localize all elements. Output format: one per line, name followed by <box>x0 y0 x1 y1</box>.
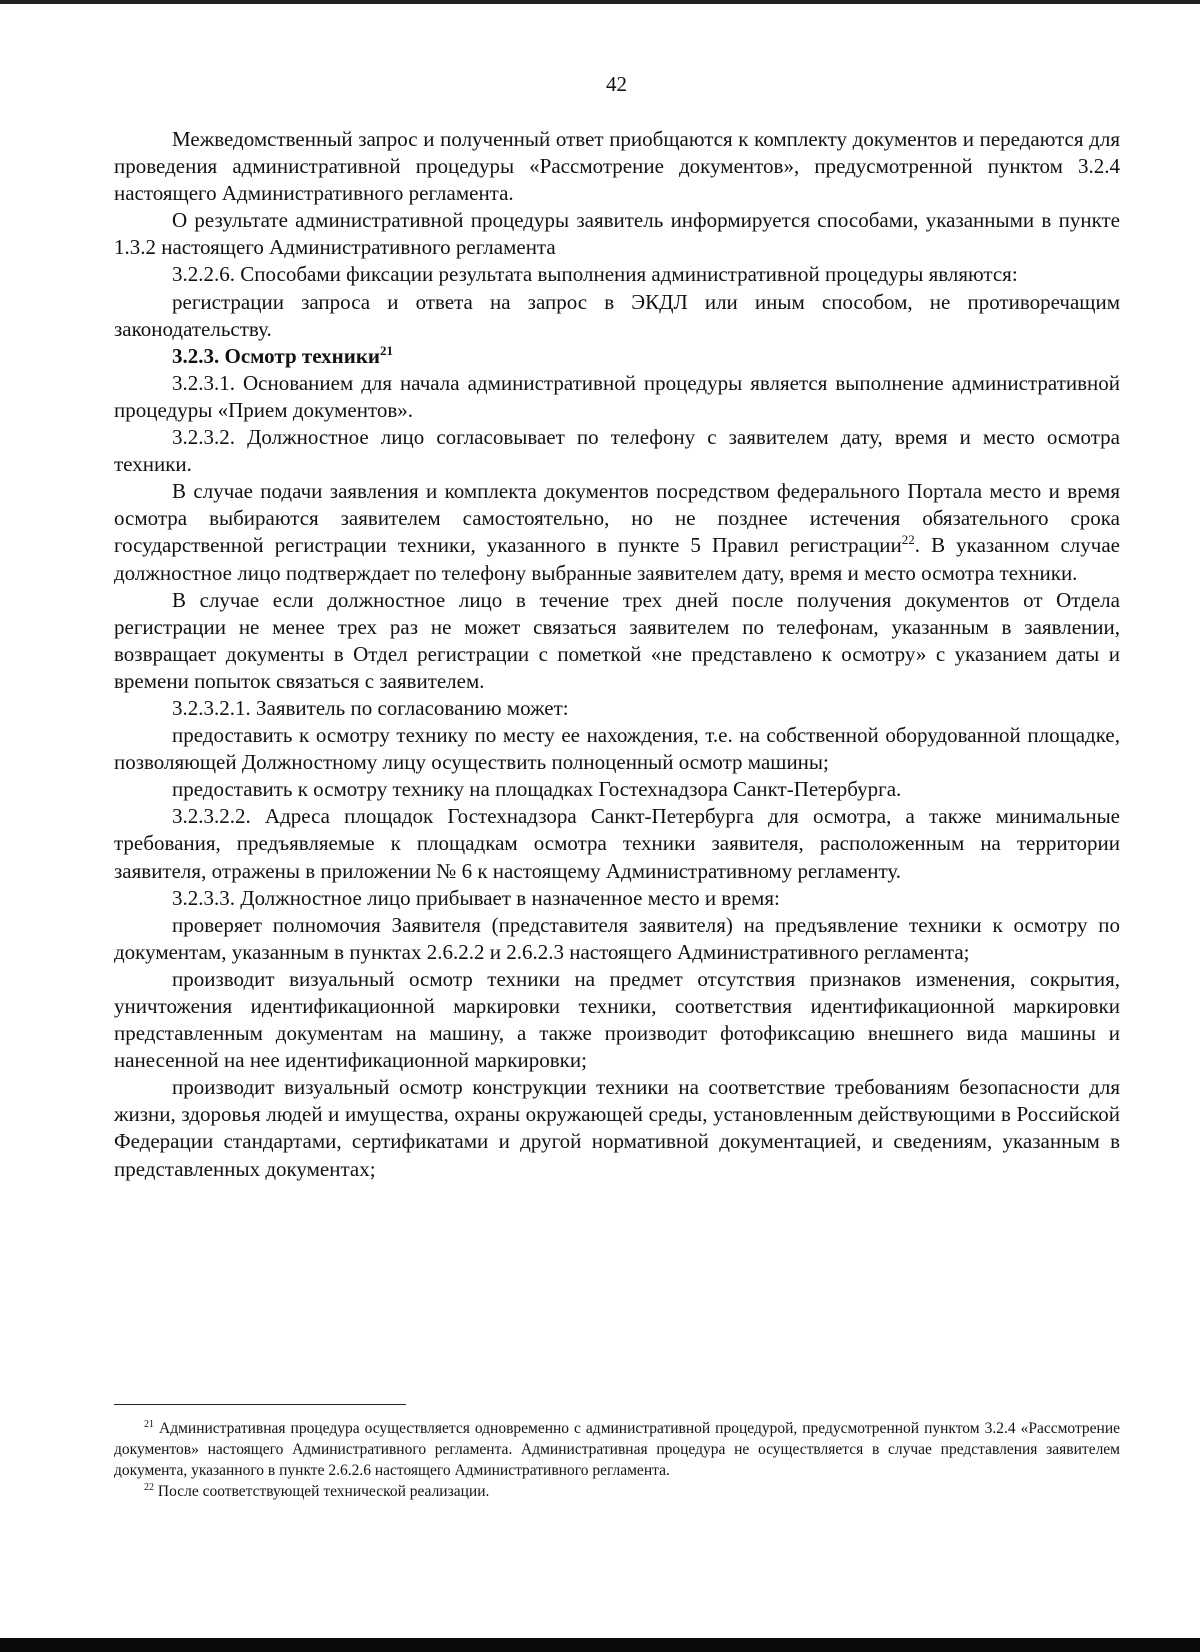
paragraph: производит визуальный осмотр конструкции техники на соответствие требованиям безопасности для жизни, здоровья людей и имущества, охраны окружающей среды, установленным действующими в Российской Федерации стандартами, сертификатами и другой нормативной документацией, и сведениям, указанным в представленных документах; <box>114 1075 1120 1181</box>
footnote-ref: 21 <box>380 342 394 358</box>
scan-edge-bottom <box>0 1638 1200 1652</box>
footnote-text: После соответствующей технической реализации. <box>157 1483 490 1500</box>
paragraph: предоставить к осмотру технику по месту ее нахождения, т.е. на собственной оборудованной площадке, позволяющей Должностному лицу осуществить полноценный осмотр машины; <box>114 723 1120 775</box>
paragraph: 3.2.3.2.2. Адреса площадок Гостехнадзора Санкт-Петербурга для осмотра, а также минимальные требования, предъявляемые к площадкам осмотра техники заявителя, расположенным на территории заявителя, отражены в приложении № 6 к настоящему Административному регламенту. <box>114 804 1120 883</box>
footnotes <box>114 1418 1120 1502</box>
paragraph-text: . В указанном случае должностное лицо подтверждает по телефону выбранные заявителем дату, время и место осмотра техники. <box>114 533 1120 585</box>
paragraph: предоставить к осмотру технику на площадках Гостехнадзора Санкт-Петербурга. <box>172 777 902 802</box>
footnote-text: Административная процедура осуществляется одновременно с административной процедурой, предусмотренной пунктом 3.2.4 «Рассмотрение документов» настоящего Административного регламента. Административная процедура не осуществляется в случае представления заявителем документа, указанного в пункте 2.6.2.6 настоящего Административного регламента. <box>114 1420 1121 1479</box>
paragraph: В случае если должностное лицо в течение трех дней после получения документов от Отдела регистрации не менее трех раз не может связаться заявителем по телефонам, указанным в заявлении, возвращает документы в Отдел регистрации с пометкой «не представлено к осмотру» с указанием даты и времени попыток связаться с заявителем. <box>114 587 1120 693</box>
footnote-separator <box>114 1404 406 1405</box>
paragraph: 3.2.3.2. Должностное лицо согласовывает по телефону с заявителем дату, время и место осмотра техники. <box>114 425 1120 477</box>
paragraph: 3.2.3.2.1. Заявитель по согласованию может: <box>172 695 569 720</box>
paragraph <box>114 478 1120 586</box>
footnote-ref: 22 <box>901 532 915 548</box>
scan-edge-top <box>0 0 1200 4</box>
paragraph: О результате административной процедуры заявитель информируется способами, указанными в пункте 1.3.2 настоящего Административного регламента <box>114 208 1120 260</box>
footnote <box>114 1481 1120 1502</box>
section-heading-text: 3.2.3. Осмотр техники <box>172 343 381 368</box>
paragraph: регистрации запроса и ответа на запрос в ЭКДЛ или иным способом, не противоречащим законодательству. <box>114 289 1120 341</box>
page-number: 42 <box>606 72 627 96</box>
paragraph: Межведомственный запрос и полученный ответ приобщаются к комплекту документов и передаются для проведения административной процедуры «Рассмотрение документов», предусмотренной пунктом 3.2.4 настоящего Административного регламента. <box>114 127 1120 206</box>
paragraph: 3.2.3.1. Основанием для начала административной процедуры является выполнение административной процедуры «Прием документов». <box>114 370 1120 422</box>
paragraph: проверяет полномочия Заявителя (представителя заявителя) на предъявление техники к осмотру по документам, указанным в пунктах 2.6.2.2 и 2.6.2.3 настоящего Административного регламента; <box>114 912 1120 964</box>
paragraph: 3.2.3.3. Должностное лицо прибывает в назначенное место и время: <box>172 885 780 910</box>
footnote <box>114 1418 1120 1481</box>
footnote-mark: 21 <box>144 1418 154 1430</box>
document-body <box>114 126 1120 1183</box>
paragraph: производит визуальный осмотр техники на предмет отсутствия признаков изменения, сокрытия, уничтожения идентификационной маркировки техники, соответствия идентификационной маркировки представленным документам на машину, а также производит фотофиксацию внешнего вида машины и нанесенной на нее идентификационной маркировки; <box>114 966 1120 1073</box>
section-heading <box>114 343 1120 370</box>
paragraph: 3.2.2.6. Способами фиксации результата выполнения административной процедуры являются: <box>172 262 1018 287</box>
paragraph-text: В случае подачи заявления и комплекта документов посредством федерального Портала место и время осмотра выбираются заявителем самостоятельно, но не позднее истечения обязательного срока государственной регистрации техники, указанного в пункте 5 Правил регистрации <box>114 479 1120 558</box>
footnote-mark: 22 <box>144 1481 154 1493</box>
